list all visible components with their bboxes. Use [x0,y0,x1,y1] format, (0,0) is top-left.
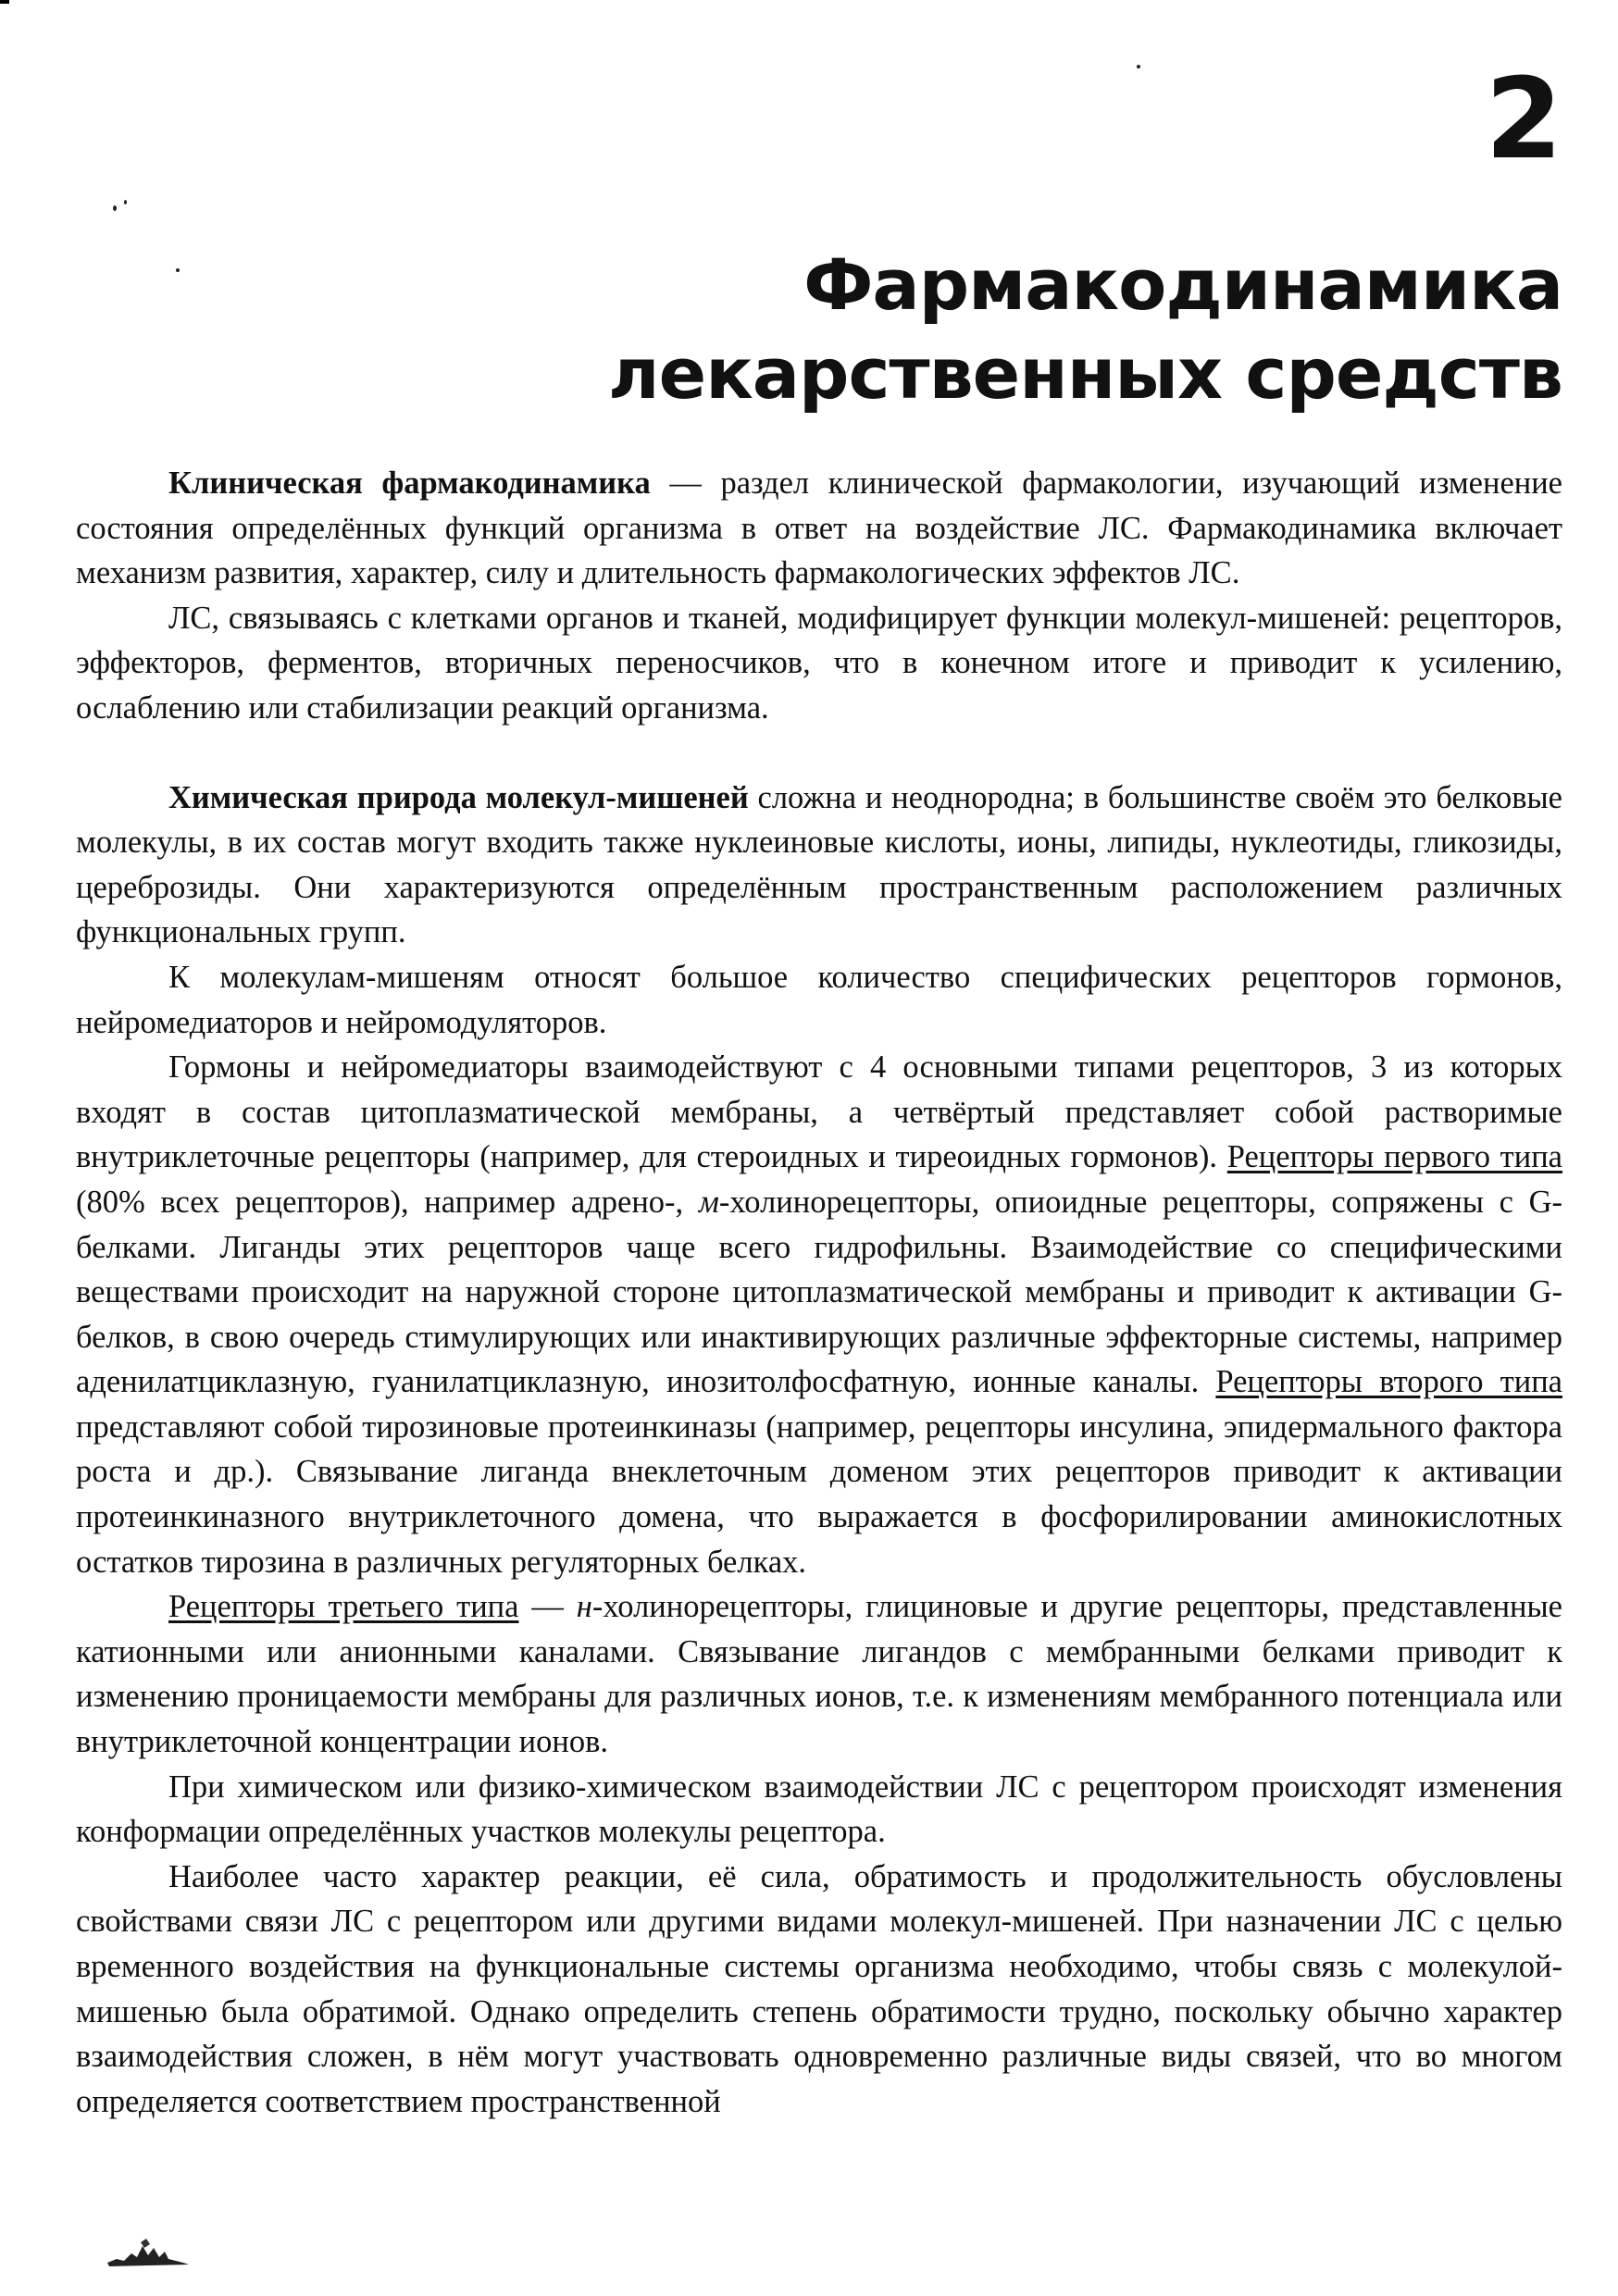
paragraph-text: представляют собой тирозиновые протеинкиназы (например, рецепторы инсулина, эпидермального фактора роста и др.). Связывание лиганда внеклеточным доменом этих рецепторов приводит к активации протеинкиназного внутриклеточного домена, что выражается в фосфорилировании аминокислотных остатков тирозина в различных регуляторных белках. [76,1409,1562,1580]
paragraph-text: (80% всех рецепторов), например адрено-, [76,1184,699,1220]
italic-letter: н [576,1589,592,1625]
scan-speck [124,200,127,205]
third-type-receptors-label: Рецепторы третьего типа [168,1589,519,1625]
paragraph-conformation: При химическом или физико-химическом взаимодействии ЛС с рецептором происходят изменения конформации определённых участков молекулы рецептора. [76,1769,1562,1850]
paragraph-text: — [518,1589,577,1625]
chapter-title [608,241,1562,418]
paragraph-third-type [76,1584,1562,1764]
paragraph-chemical-nature [76,776,1562,955]
paragraph-text: — раздел клинической фармакологии, изучающий изменение состояния определённых функций организма в ответ на воздействие ЛС. Фармакодинамика включает механизм развития, характер, силу и длительность фармакологических эффектов ЛС. [76,465,1562,591]
paragraph-text: -холинорецепторы, опиоидные рецепторы, сопряжены с G-белками. Лиганды этих рецепторов чаще всего гидрофильны. Взаимодействие со специфическими веществами происходит на наружной стороне цитоплазматической мембраны и приводит к активации G-белков, в свою очередь стимулирующих или инактивирующих различные эффекторные системы, например аденилатциклазную, гуанилатциклазную, инозитолфосфатную, ионные каналы. [76,1184,1562,1400]
paragraph-text: -холинорецепторы, глициновые и другие рецепторы, представленные катионными или анионными каналами. Связывание лигандов с мембранными белками приводит к изменению проницаемости мембраны для различных ионов, т.е. к изменениям мембранного потенциала или внутриклеточной концентрации ионов. [76,1589,1562,1760]
paragraph-receptor-types [76,1045,1562,1584]
term-clinical-pharmacodynamics: Клиническая фармакодинамика [168,465,651,501]
paragraph-text: сложна и неоднородна; в большинстве своём это белковые молекулы, в их состав могут входить также нуклеиновые кислоты, ионы, липиды, нуклеотиды, гликозиды, цереброзиды. Они характеризуются определённым пространственным расположением различных функциональных групп. [76,779,1562,950]
second-type-receptors-label: Рецепторы второго типа [1215,1364,1562,1400]
paragraph-text: Гормоны и нейромедиаторы взаимодействуют с 4 основными типами рецепторов, 3 из которых входят в состав цитоплазматической мембраны, а четвёртый представляет собой растворимые внутриклеточные рецепторы (например, для стероидных и тиреоидных гормонов). [76,1049,1562,1175]
scan-speck [113,205,117,211]
body-text [76,461,1562,2124]
scan-speck [176,268,180,272]
scan-smudge-mark [104,2235,193,2268]
scan-corner-mark [0,0,9,4]
italic-letter: м [698,1184,719,1220]
paragraph-target-molecules: ЛС, связываясь с клетками органов и тканей, модифицирует функции молекул-мишеней: рецепторов, эффекторов, ферментов, вторичных переносчиков, что в конечном итоге и приводит к усилению, ослаблению или стабилизации реакций организма. [76,600,1562,726]
paragraph-clinical-pharmacodynamics [76,461,1562,596]
scan-speck [1137,65,1140,68]
first-type-receptors-label: Рецепторы первого типа [1226,1139,1562,1175]
chapter-number: 2 [1485,56,1562,184]
chapter-title-line2: лекарственных средств [607,332,1562,415]
paragraph-reaction-character: Наиболее часто характер реакции, её сила, обратимость и продолжительность обусловлены свойствами связи ЛС с рецептором или другими видами молекул-мишеней. При назначении ЛС с целью временного воздействия на функциональные системы организма необходимо, чтобы связь с молекулой-мишенью была обратимой. Однако определить степень обратимости трудно, поскольку обычно характер взаимодействия сложен, в нём могут участвовать одновременно различные виды связей, что во многом определяется соответствием пространственной [76,1858,1562,2119]
paragraph-receptor-kinds: К молекулам-мишеням относят большое количество специфических рецепторов гормонов, нейромедиаторов и нейромодуляторов. [76,959,1562,1040]
chapter-title-line1: Фармакодинамика [803,243,1562,326]
term-chemical-nature: Химическая природа молекул-мишеней [168,779,749,815]
